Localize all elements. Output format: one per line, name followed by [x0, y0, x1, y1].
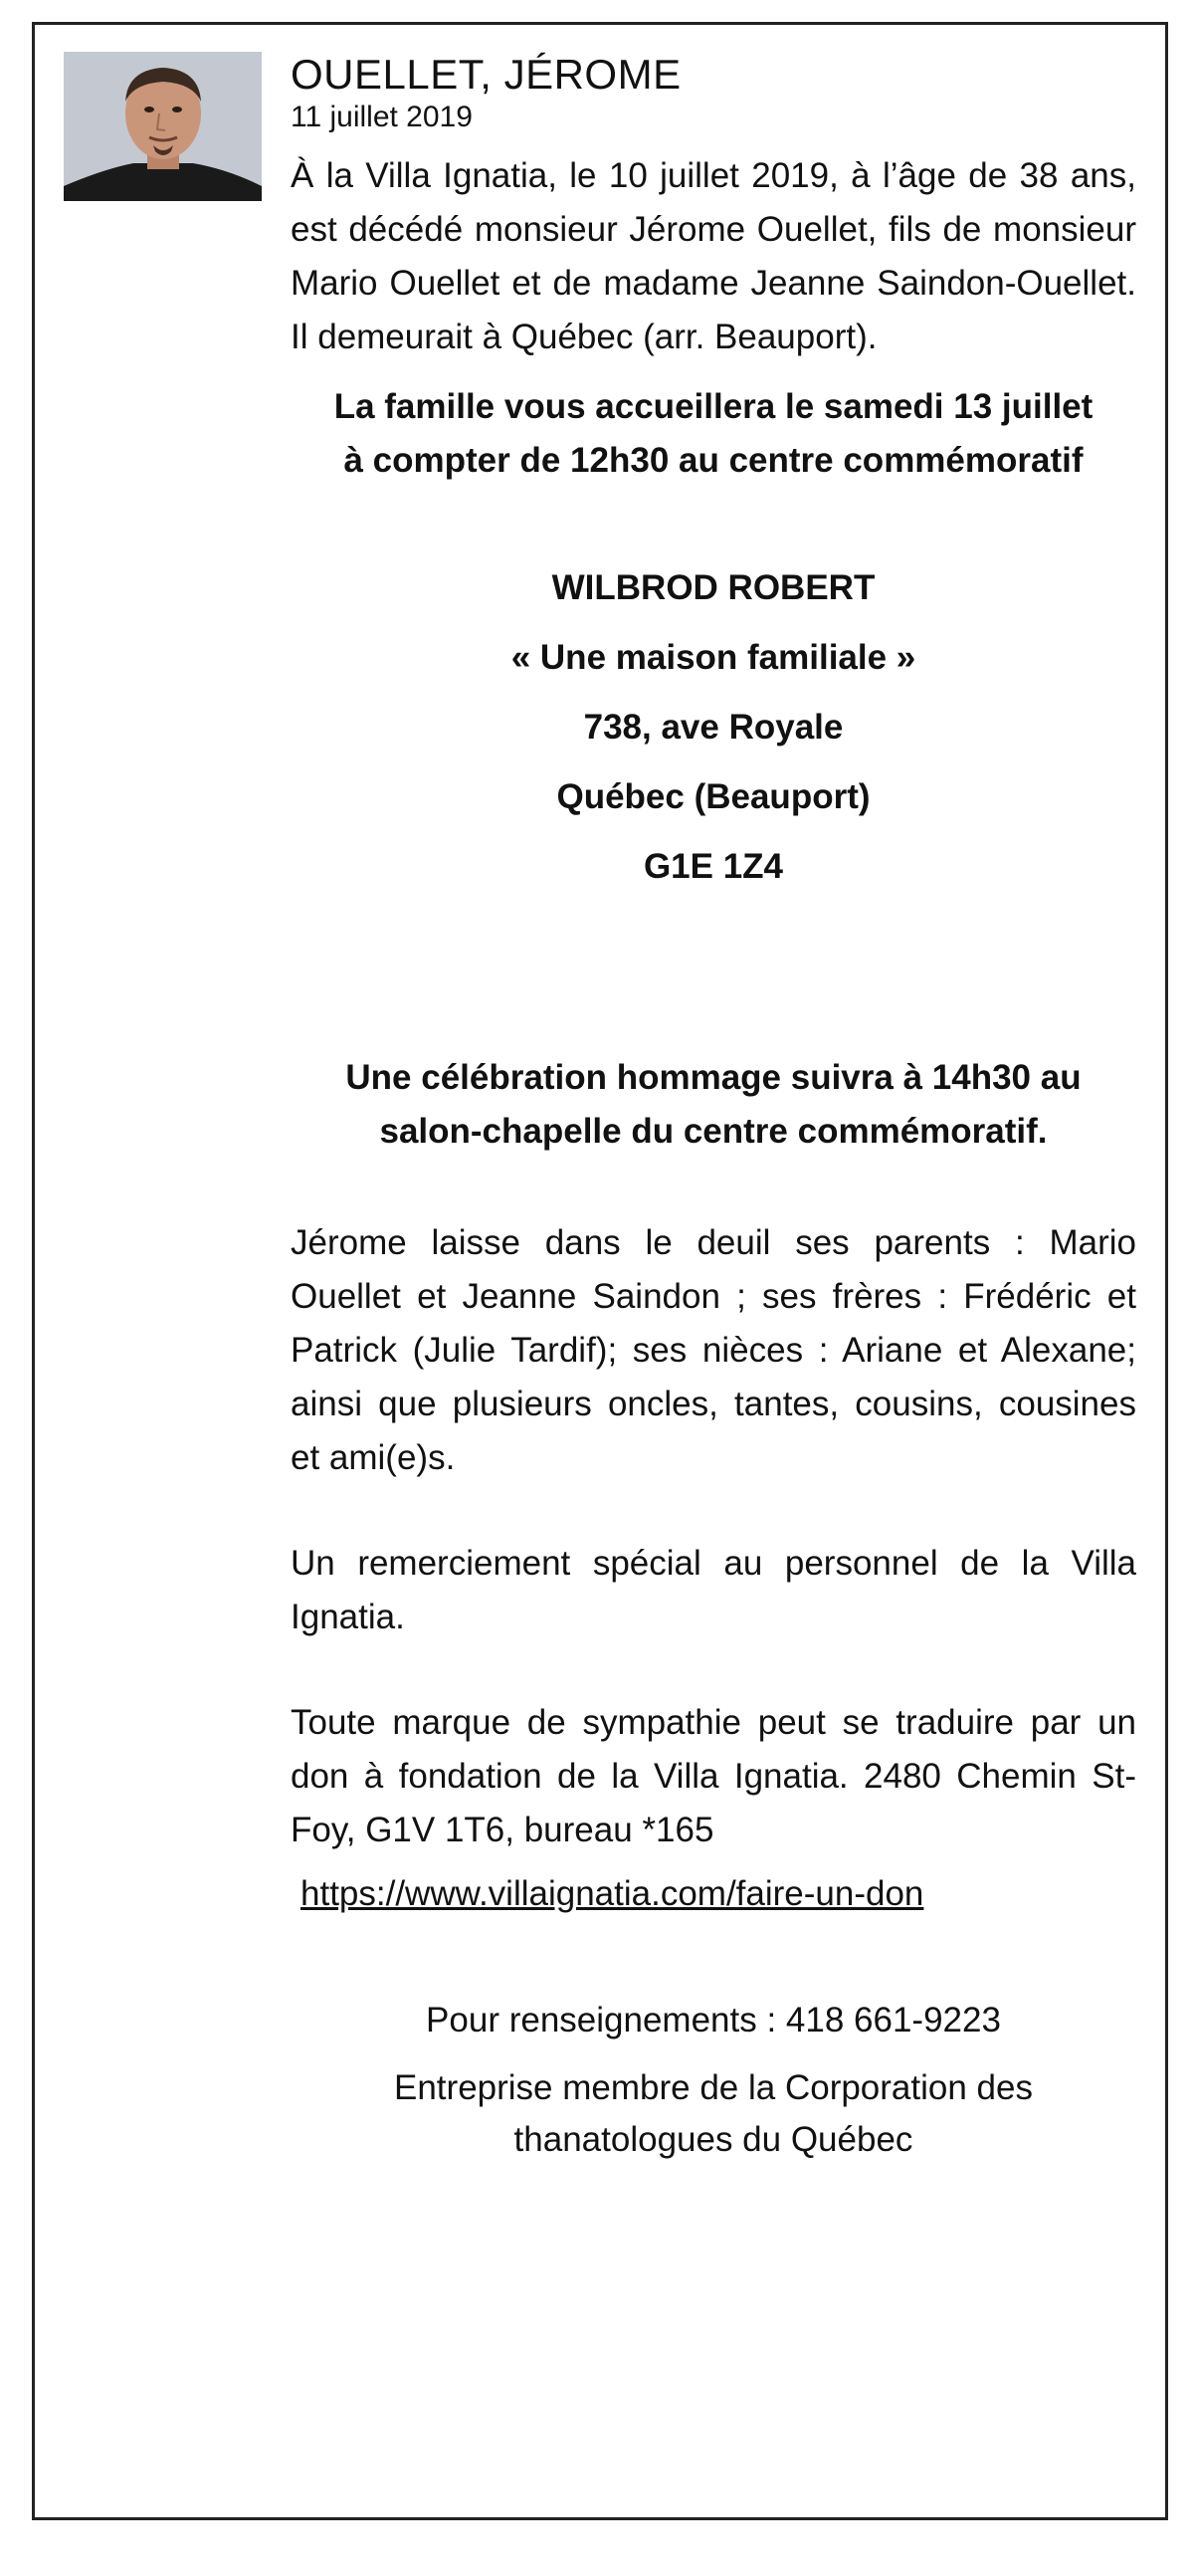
donation-link[interactable]: https://www.villaignatia.com/faire-un-don: [300, 1874, 924, 1913]
funeral-home-tagline: « Une maison familiale »: [510, 638, 916, 677]
funeral-home-city: Québec (Beauport): [556, 777, 871, 816]
funeral-home-postal: G1E 1Z4: [643, 847, 784, 886]
portrait-photo: [64, 52, 262, 201]
funeral-home-street: 738, ave Royale: [583, 708, 844, 747]
funeral-home-name: WILBROD ROBERT: [551, 568, 876, 607]
member-line-1: Entreprise membre de la Corporation des: [394, 2068, 1033, 2107]
ceremony-line-1: Une célébration hommage suivra à 14h30 au: [345, 1058, 1082, 1097]
ceremony-line-2: salon-chapelle du centre commémoratif.: [379, 1112, 1048, 1151]
publication-date: 11 juillet 2019: [291, 101, 473, 133]
donation-paragraph: Toute marque de sympathie peut se traduire par un don à fondation de la Villa Ignatia. 2480 Chemin St-Foy, G1V 1T6, bureau *165: [291, 1703, 1136, 1849]
deceased-name: OUELLET, JÉROME: [291, 51, 682, 98]
info-phone: Pour renseignements : 418 661-9223: [426, 2001, 1001, 2039]
obituary-content: [291, 50, 1136, 2166]
portrait-illustration: [64, 52, 262, 201]
thanks-paragraph: Un remerciement spécial au personnel de la Villa Ignatia.: [291, 1544, 1136, 1636]
member-line-2: thanatologues du Québec: [513, 2120, 913, 2159]
funeral-home-address: [291, 553, 1136, 902]
visitation-line-2: à compter de 12h30 au centre commémoratif: [343, 441, 1084, 480]
visitation-line-1: La famille vous accueillera le samedi 13 juillet: [333, 387, 1094, 426]
intro-paragraph: À la Villa Ignatia, le 10 juillet 2019, à l’âge de 38 ans, est décédé monsieur Jérome Ouellet, fils de monsieur Mario Ouellet et de madame Jeanne Saindon-Ouellet. Il demeurait à Québec (arr. Beauport).: [291, 156, 1136, 356]
survivors-paragraph: Jérome laisse dans le deuil ses parents : Mario Ouellet et Jeanne Saindon ; ses frères : Frédéric et Patrick (Julie Tardif); ses nièces : Ariane et Alexane; ainsi que plusieurs oncles, tantes, cousins, cousines et ami(e)s.: [291, 1223, 1136, 1477]
